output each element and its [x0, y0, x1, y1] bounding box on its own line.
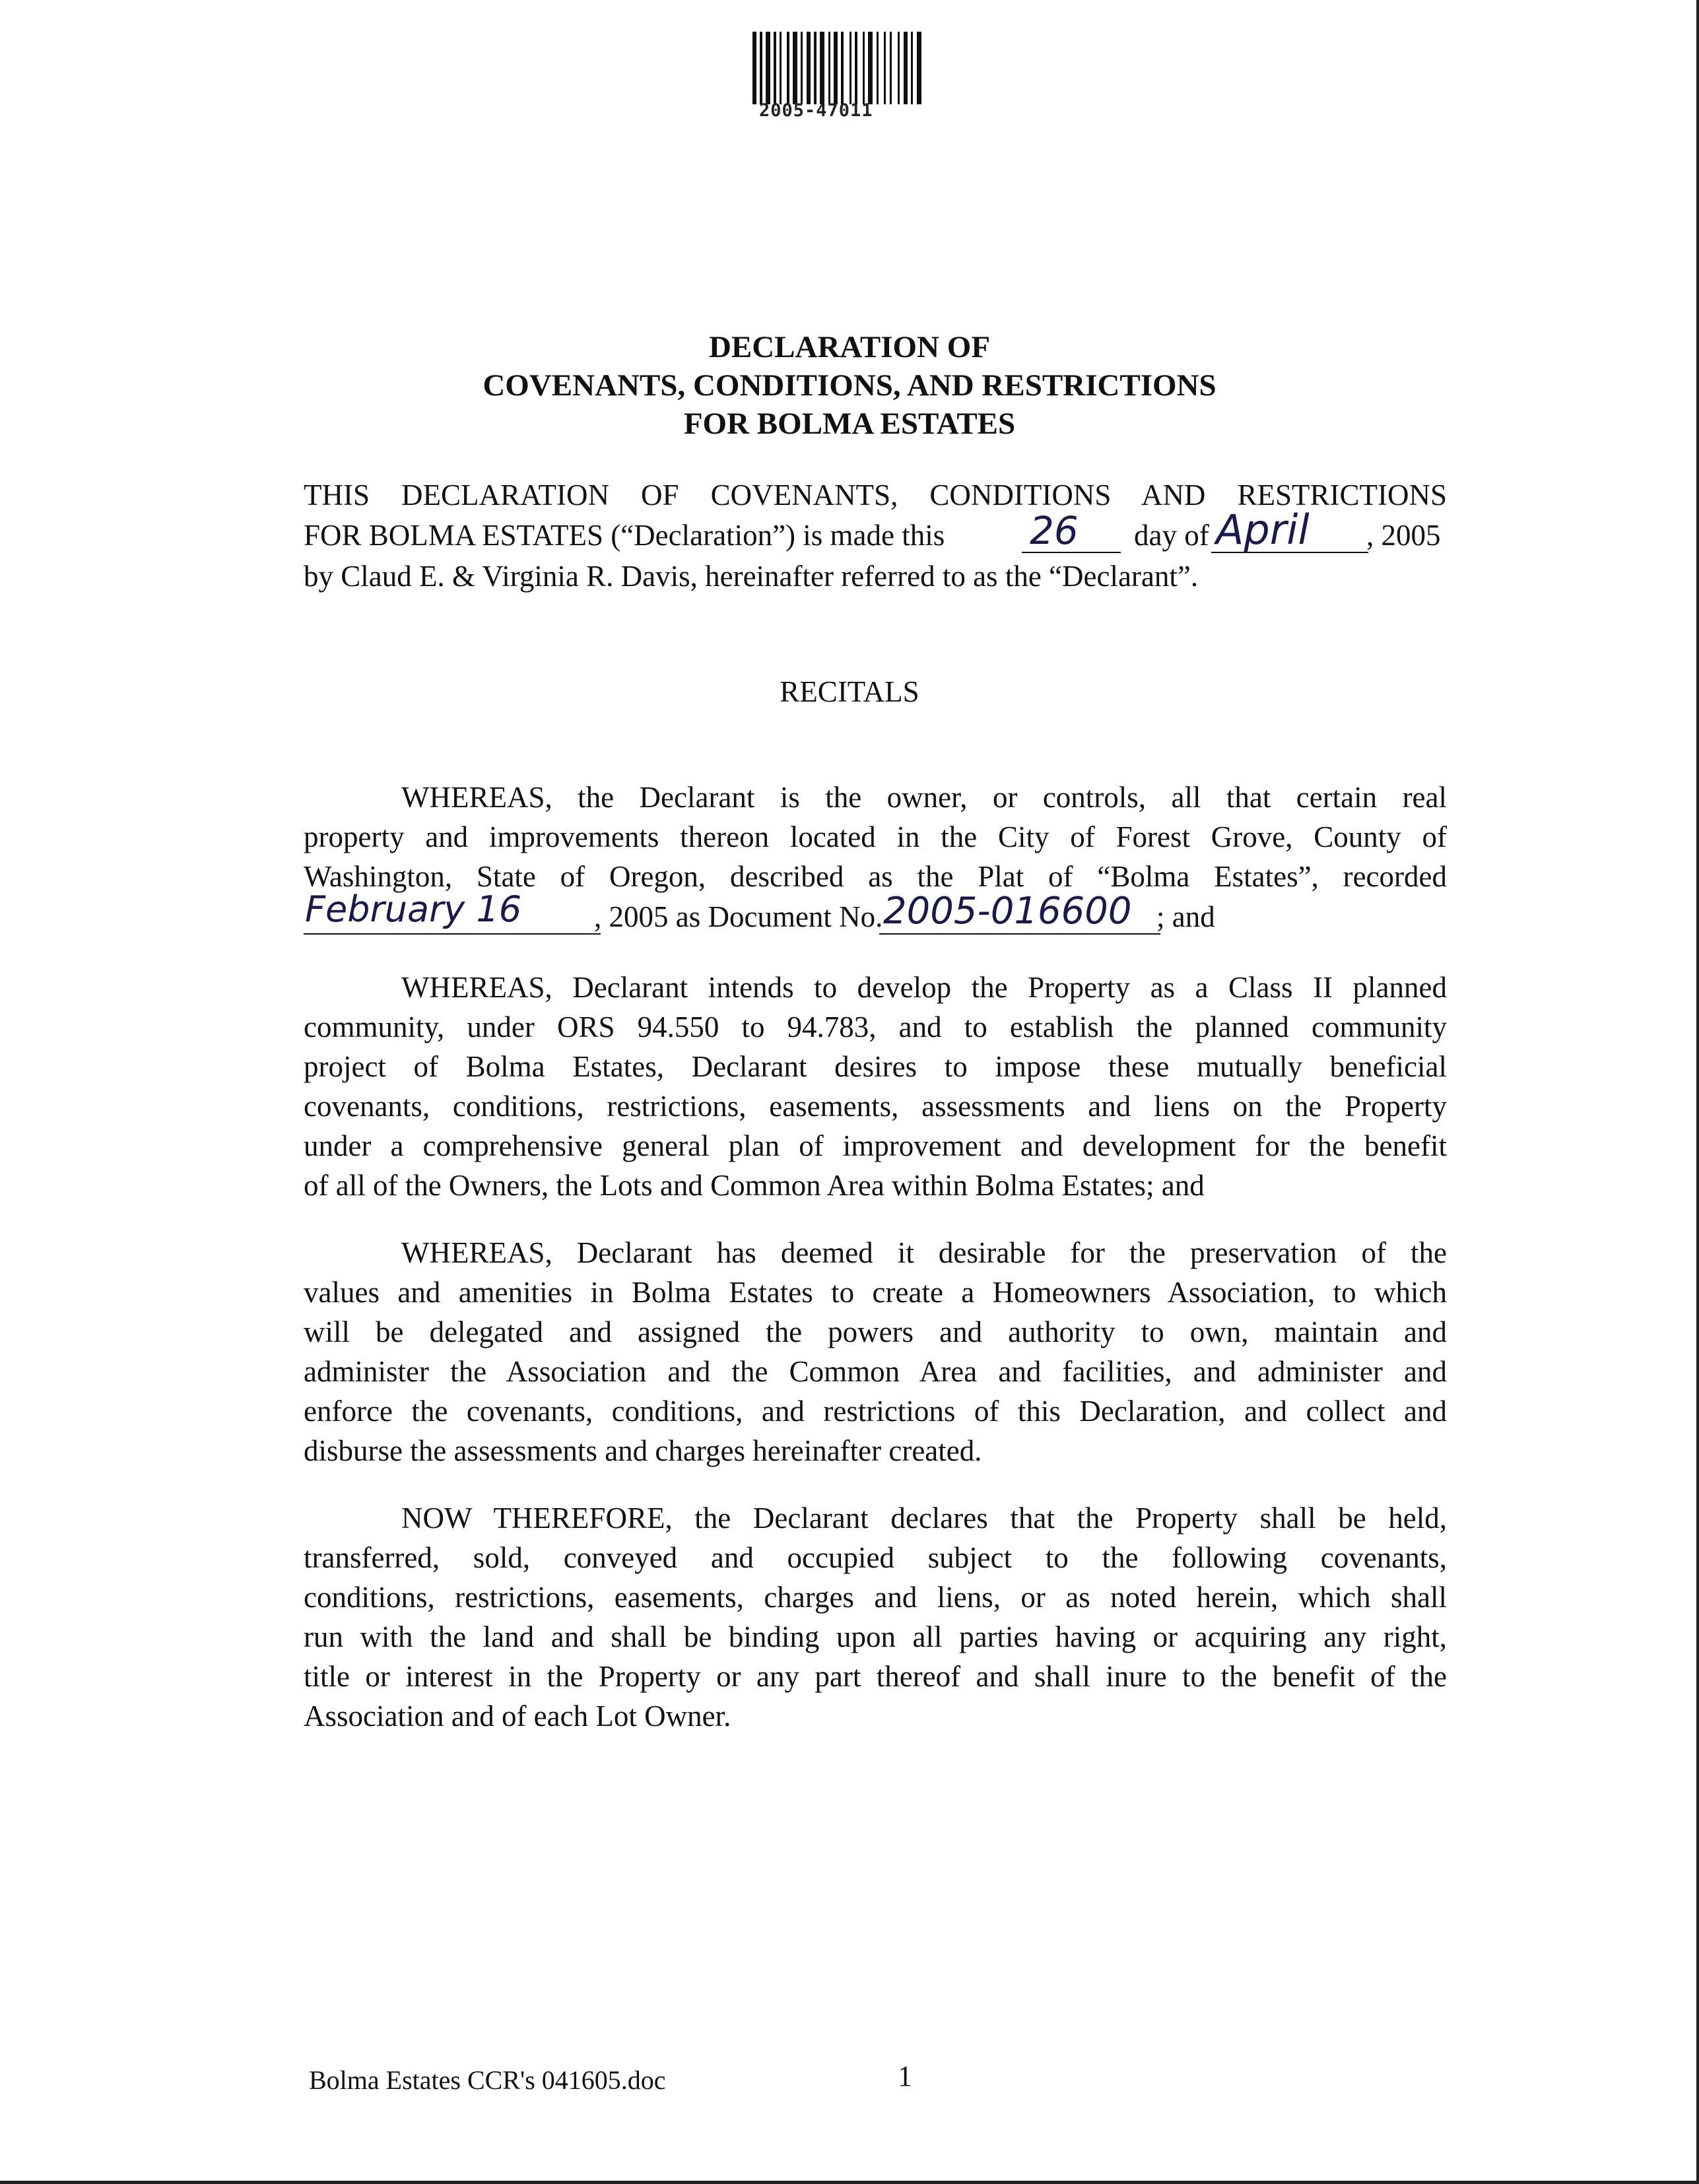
barcode-bar: [911, 32, 913, 104]
barcode-image: [752, 32, 1056, 104]
p1-line-2: property and improvements thereon located in the City of Forest Grove, County of: [304, 820, 1447, 853]
barcode-bar: [807, 32, 811, 104]
intro-line-2b: day of: [1134, 519, 1209, 552]
p1-line-3: Washington, State of Oregon, described as the Plat of “Bolma Estates”, recorded: [304, 860, 1447, 893]
p1-line-4b: ; and: [1156, 900, 1215, 933]
title-line-2: COVENANTS, CONDITIONS, AND RESTRICTIONS: [483, 368, 1216, 403]
p4-line-1: NOW THEREFORE, the Declarant declares that the Property shall be held,: [401, 1502, 1447, 1535]
barcode-bar: [890, 32, 892, 104]
p2-line-6: of all of the Owners, the Lots and Common Area within Bolma Estates; and: [304, 1169, 1205, 1202]
p1-line-1: WHEREAS, the Declarant is the owner, or controls, all that certain real: [401, 781, 1447, 814]
recitals-heading: RECITALS: [780, 675, 919, 708]
date-handwritten: February 16: [305, 888, 522, 930]
p2-line-3: project of Bolma Estates, Declarant desires to impose these mutually beneficial: [304, 1050, 1447, 1083]
p4-line-2: transferred, sold, conveyed and occupied subject to the following covenants,: [304, 1541, 1447, 1574]
scan-border-right: [1696, 0, 1699, 2184]
title-line-1: DECLARATION OF: [708, 330, 991, 364]
doc-number-handwritten: 2005-016600: [883, 890, 1132, 933]
barcode-bar: [780, 32, 782, 104]
p3-line-4: administer the Association and the Common Area and facilities, and administer and: [304, 1355, 1447, 1388]
barcode-bar: [752, 32, 756, 104]
p4-line-6: Association and of each Lot Owner.: [304, 1700, 731, 1733]
p2-line-1: WHEREAS, Declarant intends to develop the Property as a Class II planned: [401, 971, 1447, 1004]
barcode-bar: [863, 32, 865, 104]
intro-line-3: by Claud E. & Virginia R. Davis, hereinafter referred to as the “Declarant”.: [304, 560, 1199, 593]
barcode-bar: [787, 32, 789, 104]
footer-filename: Bolma Estates CCR's 041605.doc: [309, 2065, 666, 2095]
footer-page-number: 1: [898, 2060, 912, 2092]
p3-line-3: will be delegated and assigned the powers and authority to own, maintain and: [304, 1315, 1447, 1348]
month-handwritten: April: [1216, 506, 1310, 554]
barcode-bar: [820, 32, 824, 104]
p3-line-2: values and amenities in Bolma Estates to create a Homeowners Association, to which: [304, 1276, 1447, 1309]
barcode-bar: [841, 32, 844, 104]
barcode-bar: [814, 32, 816, 104]
p3-line-5: enforce the covenants, conditions, and restrictions of this Declaration, and collect and: [304, 1395, 1447, 1428]
barcode-number: 2005-47011: [759, 100, 873, 121]
p1-line-4a: , 2005 as Document No.: [594, 900, 883, 933]
barcode-bar: [868, 32, 873, 104]
barcode-bar: [828, 32, 830, 104]
p3-line-6: disburse the assessments and charges hereinafter created.: [304, 1434, 982, 1467]
p3-line-1: WHEREAS, Declarant has deemed it desirable for the preservation of the: [401, 1236, 1447, 1269]
p2-line-4: covenants, conditions, restrictions, easements, assessments and liens on the Property: [304, 1090, 1447, 1123]
scan-border-bottom: [0, 2181, 1699, 2184]
barcode-bar: [760, 32, 762, 104]
barcode-bar: [855, 32, 857, 104]
p4-line-5: title or interest in the Property or any part thereof and shall inure to the benefit of the: [304, 1660, 1447, 1693]
barcode-bar: [834, 32, 838, 104]
intro-line-1: THIS DECLARATION OF COVENANTS, CONDITIONS AND RESTRICTIONS: [304, 479, 1447, 512]
barcode-bar: [793, 32, 797, 104]
title-line-3: FOR BOLMA ESTATES: [683, 407, 1016, 441]
intro-line-2c: , 2005: [1366, 519, 1441, 552]
barcode-bar: [904, 32, 908, 104]
p2-line-2: community, under ORS 94.550 to 94.783, and to establish the planned community: [304, 1010, 1447, 1043]
p2-line-5: under a comprehensive general plan of improvement and development for the benefit: [304, 1129, 1447, 1162]
day-handwritten: 26: [1030, 508, 1079, 553]
barcode-bar: [884, 32, 886, 104]
barcode-bar: [766, 32, 770, 104]
doc-blank-line: [879, 933, 1160, 935]
barcode-bar: [917, 32, 921, 104]
barcode-bar: [849, 32, 851, 104]
intro-line-2a: FOR BOLMA ESTATES (“Declaration”) is made this: [304, 519, 945, 552]
barcode-bar: [877, 32, 879, 104]
barcode-bar: [801, 32, 803, 104]
p4-line-4: run with the land and shall be binding upon all parties having or acquiring any right,: [304, 1620, 1447, 1653]
barcode-bar: [774, 32, 776, 104]
barcode-bar: [898, 32, 900, 104]
date-blank-line: [304, 933, 601, 935]
p4-line-3: conditions, restrictions, easements, charges and liens, or as noted herein, which shall: [304, 1581, 1447, 1614]
